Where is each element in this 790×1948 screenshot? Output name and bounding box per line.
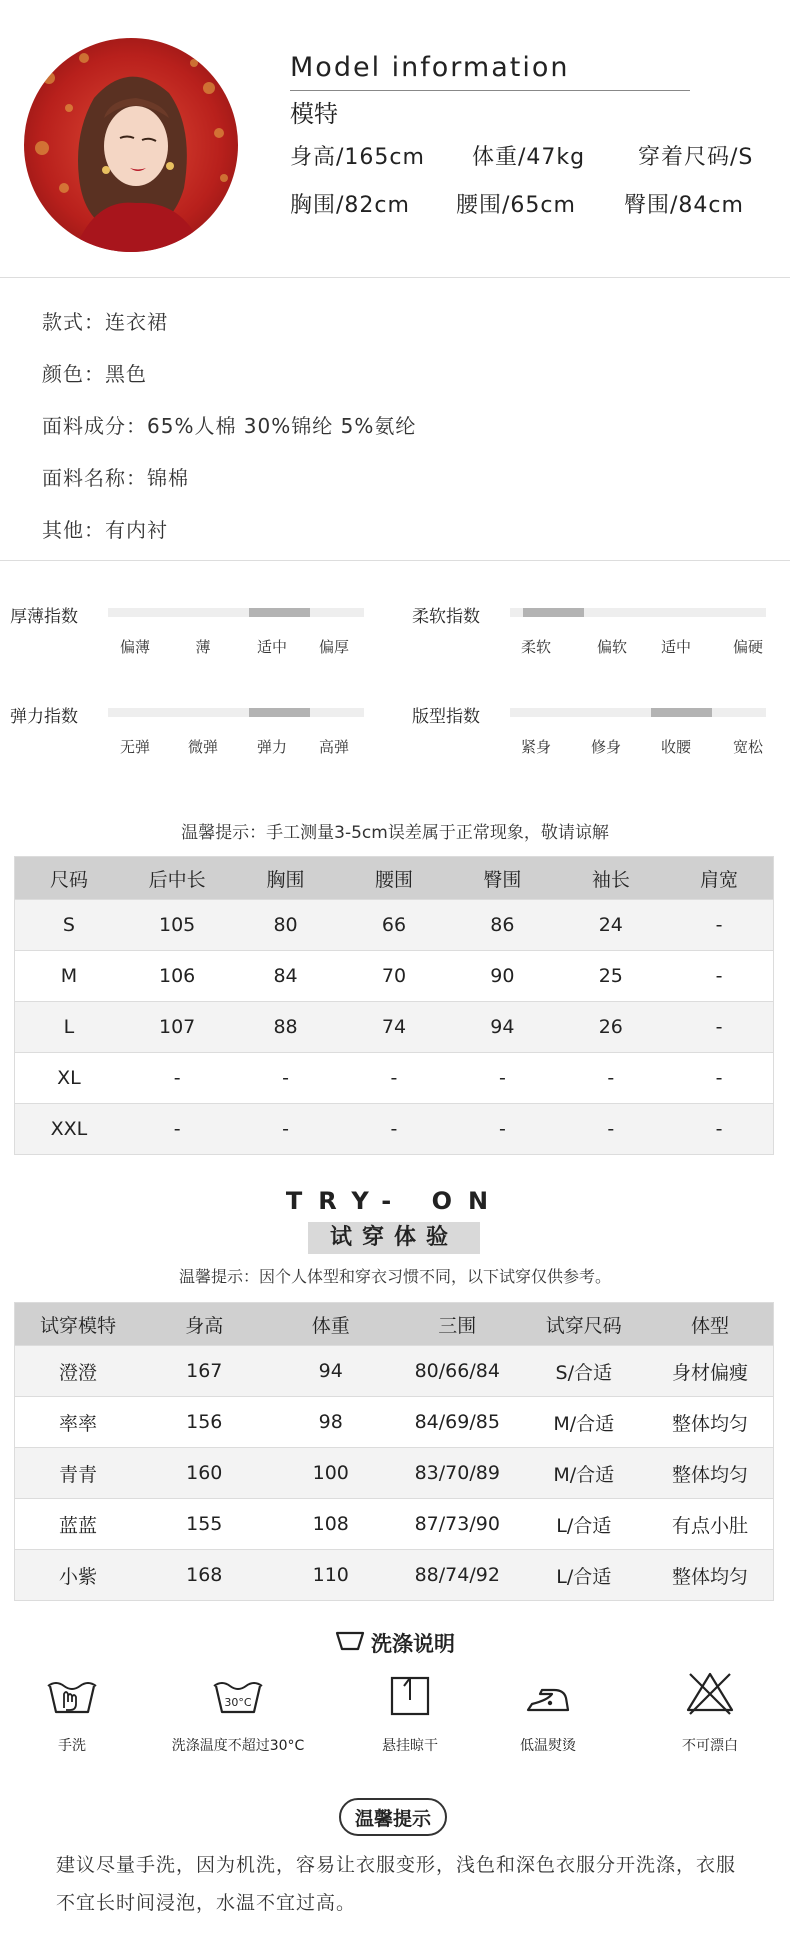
table-cell: - [123,1053,231,1104]
size-row [15,1002,774,1053]
table-cell: - [665,1104,773,1155]
index-option: 收腰 [660,738,691,756]
table-cell: 107 [123,1002,231,1053]
tryon-row [15,1550,774,1601]
column-header: 后中长 [123,857,231,900]
table-cell: 86 [448,900,556,951]
spec-other: 其他：有内衬 [42,518,168,542]
table-cell: 有点小肚 [647,1499,774,1550]
index-option: 紧身 [520,738,551,756]
table-cell: 168 [141,1550,268,1601]
table-cell: 整体均匀 [647,1448,774,1499]
index-selected-marker [523,608,584,617]
table-cell: - [448,1104,556,1155]
table-cell: 155 [141,1499,268,1550]
table-cell: S [15,900,123,951]
table-cell: 率率 [15,1397,142,1448]
table-cell: - [448,1053,556,1104]
table-cell: 身材偏瘦 [647,1346,774,1397]
model-avatar [24,38,238,252]
table-cell: 澄澄 [15,1346,142,1397]
tryon-table-header [15,1303,774,1346]
index-selected-marker [249,608,310,617]
index-option: 偏厚 [318,638,349,656]
index-option: 修身 [590,738,621,756]
column-header: 体重 [268,1303,395,1346]
index-option: 偏软 [596,638,627,656]
table-cell: 94 [268,1346,395,1397]
index-track [510,708,766,717]
column-header: 体型 [647,1303,774,1346]
table-cell: 106 [123,951,231,1002]
index-track [108,708,364,717]
model-bust: 胸围/82cm [290,193,410,218]
size-table [14,856,774,1155]
index-option: 柔软 [520,638,551,656]
model-subtitle: 模特 [290,100,338,128]
index-track [108,608,364,617]
column-header: 腰围 [340,857,448,900]
model-weight: 体重/47kg [472,145,586,170]
table-cell: 105 [123,900,231,951]
table-cell: 80 [231,900,339,951]
wash-label-hand-wash: 手洗 [58,1738,86,1754]
wash-label-no-bleach: 不可漂白 [682,1738,738,1754]
index-option: 无弹 [119,738,150,756]
size-table-header [15,857,774,900]
tip-pill: 温馨提示 [339,1798,447,1836]
index-option: 弹力 [256,738,287,756]
index-option: 高弹 [318,738,349,756]
table-cell: 整体均匀 [647,1397,774,1448]
table-cell: - [665,1002,773,1053]
column-header: 三围 [394,1303,521,1346]
title-underline [290,90,690,91]
index-option: 适中 [660,638,691,656]
index-track [510,608,766,617]
table-cell: M/合适 [521,1448,648,1499]
table-cell: 74 [340,1002,448,1053]
wash-title [0,1628,790,1658]
wash-30-icon [208,1672,268,1722]
table-cell: - [665,1053,773,1104]
hand-wash-icon [42,1672,102,1722]
section-divider [0,277,790,278]
wash-title-text: 洗涤说明 [371,1632,455,1656]
table-cell: S/合适 [521,1346,648,1397]
no-bleach-icon [680,1668,740,1718]
section-divider [0,560,790,561]
spec-style: 款式：连衣裙 [42,310,168,334]
index-option: 偏硬 [732,638,763,656]
tryon-row [15,1448,774,1499]
tryon-title: TRY- ON [285,1187,505,1215]
table-cell: - [557,1053,665,1104]
tryon-note: 温馨提示：因个人体型和穿衣习惯不同，以下试穿仅供参考。 [178,1267,611,1286]
table-cell: - [557,1104,665,1155]
table-cell: 青青 [15,1448,142,1499]
table-cell: 100 [268,1448,395,1499]
wash-label-hang-dry: 悬挂晾干 [382,1738,438,1754]
table-cell: - [231,1104,339,1155]
table-cell: 94 [448,1002,556,1053]
table-cell: 66 [340,900,448,951]
table-cell: 108 [268,1499,395,1550]
wash-label-low-iron: 低温熨烫 [520,1738,576,1754]
tryon-row [15,1499,774,1550]
tryon-row [15,1346,774,1397]
size-row [15,1104,774,1155]
table-cell: 167 [141,1346,268,1397]
table-cell: - [665,951,773,1002]
size-row [15,1053,774,1104]
table-cell: 84/69/85 [394,1397,521,1448]
low-iron-icon [518,1672,578,1722]
column-header: 试穿尺码 [521,1303,648,1346]
table-cell: L/合适 [521,1499,648,1550]
index-option: 宽松 [732,738,763,756]
table-cell: 整体均匀 [647,1550,774,1601]
index-option: 薄 [195,638,211,656]
table-cell: 87/73/90 [394,1499,521,1550]
column-header: 臀围 [448,857,556,900]
table-cell: L/合适 [521,1550,648,1601]
size-row [15,951,774,1002]
table-cell: XXL [15,1104,123,1155]
table-cell: 84 [231,951,339,1002]
table-cell: 88 [231,1002,339,1053]
spec-color: 颜色：黑色 [42,362,147,386]
column-header: 胸围 [231,857,339,900]
index-selected-marker [249,708,310,717]
table-cell: 83/70/89 [394,1448,521,1499]
basin-icon [335,1630,365,1657]
spec-fabric-name: 面料名称：锦棉 [42,466,189,490]
table-cell: 110 [268,1550,395,1601]
table-cell: 88/74/92 [394,1550,521,1601]
table-cell: XL [15,1053,123,1104]
index-label: 柔软指数 [412,607,480,627]
wash-temp-text: 30°C [224,1696,252,1709]
column-header: 试穿模特 [15,1303,142,1346]
table-cell: - [665,900,773,951]
model-hip: 臀围/84cm [624,193,744,218]
tryon-badge: 试穿体验 [308,1222,480,1254]
size-row [15,900,774,951]
spec-composition: 面料成分：65%人棉 30%锦纶 5%氨纶 [42,414,417,438]
table-cell: M [15,951,123,1002]
table-cell: 蓝蓝 [15,1499,142,1550]
tryon-row [15,1397,774,1448]
table-cell: 98 [268,1397,395,1448]
model-height: 身高/165cm [290,145,425,170]
table-cell: 24 [557,900,665,951]
table-cell: L [15,1002,123,1053]
index-selected-marker [651,708,712,717]
table-cell: M/合适 [521,1397,648,1448]
size-note: 温馨提示：手工测量3-5cm误差属于正常现象，敬请谅解 [181,823,609,843]
column-header: 袖长 [557,857,665,900]
model-size-worn: 穿着尺码/S [638,145,754,170]
table-cell: - [123,1104,231,1155]
index-option: 微弹 [187,738,218,756]
index-label: 厚薄指数 [10,607,78,627]
index-option: 偏薄 [119,638,150,656]
table-cell: 70 [340,951,448,1002]
table-cell: - [340,1053,448,1104]
index-option: 适中 [256,638,287,656]
table-cell: 156 [141,1397,268,1448]
tip-text: 建议尽量手洗，因为机洗，容易让衣服变形，浅色和深色衣服分开洗涤，衣服不宜长时间浸泡，水温不宜过高。 [56,1854,737,1914]
index-label: 版型指数 [412,707,480,727]
table-cell: 小紫 [15,1550,142,1601]
tryon-table [14,1302,774,1601]
table-cell: 160 [141,1448,268,1499]
table-cell: 25 [557,951,665,1002]
table-cell: 90 [448,951,556,1002]
table-cell: - [231,1053,339,1104]
column-header: 身高 [141,1303,268,1346]
table-cell: 26 [557,1002,665,1053]
column-header: 肩宽 [665,857,773,900]
index-label: 弹力指数 [10,707,78,727]
model-waist: 腰围/65cm [456,193,576,218]
column-header: 尺码 [15,857,123,900]
table-cell: 80/66/84 [394,1346,521,1397]
table-cell: - [340,1104,448,1155]
model-info-title: Model information [290,52,570,83]
wash-label-temperature: 洗涤温度不超过30°C [171,1738,305,1754]
hang-dry-icon [380,1672,440,1722]
